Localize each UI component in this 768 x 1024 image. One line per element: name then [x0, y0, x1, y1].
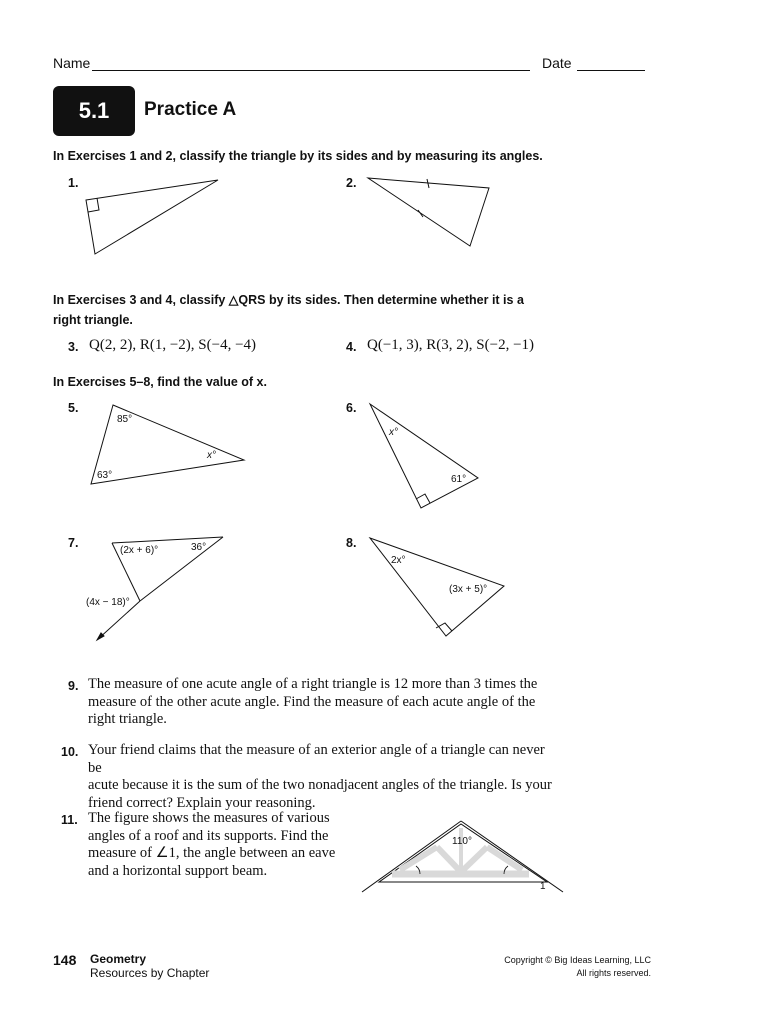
rights-reserved: All rights reserved. [576, 968, 651, 978]
page-number: 148 [53, 952, 77, 968]
problem-11 [88, 810, 348, 880]
exercise-4-points: Q(−1, 3), R(3, 2), S(−2, −1) [367, 337, 535, 353]
problem-10 [88, 742, 558, 812]
angle-label: x° [207, 450, 216, 461]
instructions-ex5-8: In Exercises 5–8, find the value of x. [53, 375, 267, 389]
problem-9 [88, 676, 548, 729]
exercise-number: 9. [68, 679, 79, 693]
exercise-number: 3. [68, 340, 79, 354]
problem-line: angles of a roof and its supports. Find the [88, 827, 329, 844]
exercise-number: 1. [68, 176, 79, 190]
problem-line: right triangle. [88, 711, 167, 727]
problem-line: The measure of one acute angle of a right triangle is 12 more than 3 times the [88, 676, 538, 692]
problem-line: friend correct? Explain your reasoning. [88, 794, 316, 811]
angle-label: 63° [97, 470, 113, 481]
problem-line: and a horizontal support beam. [88, 862, 268, 879]
footer-subtitle: Resources by Chapter [90, 966, 210, 980]
date-label: Date [542, 55, 572, 71]
name-label: Name [53, 55, 91, 71]
exercise-number: 2. [346, 176, 357, 190]
problem-line: measure of the other acute angle. Find the measure of each acute angle of the [88, 693, 536, 710]
triangle-ex5 [91, 405, 244, 484]
exercise-number: 11. [61, 813, 78, 827]
exercise-number: 7. [68, 536, 79, 550]
angle-label: (2x + 6)° [120, 545, 159, 556]
angle-label: 2x° [391, 555, 406, 566]
exercise-number: 10. [61, 745, 79, 759]
exercise-number: 8. [346, 536, 357, 550]
instructions-ex1-2: In Exercises 1 and 2, classify the triangle by its sides and by measuring its angles. [53, 149, 543, 163]
triangle-ex2 [368, 178, 489, 246]
exercise-number: 5. [68, 401, 79, 415]
instructions-ex3-4-line1: In Exercises 3 and 4, classify △QRS by its sides. Then determine whether it is a [53, 293, 524, 307]
copyright: Copyright © Big Ideas Learning, LLC [504, 955, 651, 965]
angle-label: 36° [191, 542, 207, 553]
problem-line: acute because it is the sum of the two nonadjacent angles of the triangle. Is your [88, 777, 552, 793]
roof-figure [362, 821, 563, 892]
angle-label: (4x − 18)° [86, 597, 130, 608]
section-number: 5.1 [78, 98, 110, 123]
angle-label: 110° [452, 836, 472, 847]
triangle-ex1 [86, 180, 218, 254]
angle-label: x° [389, 427, 398, 438]
exercise-3-points: Q(2, 2), R(1, −2), S(−4, −4) [89, 337, 257, 353]
angle-label: 1 [540, 881, 546, 892]
instructions-ex3-4-line2: right triangle. [53, 313, 133, 327]
problem-line: measure of ∠1, the angle between an eave [88, 845, 336, 861]
angle-label: 61° [451, 474, 467, 485]
exercise-number: 4. [346, 340, 357, 354]
problem-line: Your friend claims that the measure of an exterior angle of a triangle can never be [88, 742, 545, 776]
page-title: Practice A [144, 99, 237, 120]
angle-label: 85° [117, 414, 133, 425]
footer-book-title: Geometry [90, 952, 147, 966]
triangle-ex6 [370, 404, 478, 508]
angle-label: (3x + 5)° [449, 584, 488, 595]
problem-line: The figure shows the measures of various [88, 810, 330, 826]
exercise-number: 6. [346, 401, 357, 415]
